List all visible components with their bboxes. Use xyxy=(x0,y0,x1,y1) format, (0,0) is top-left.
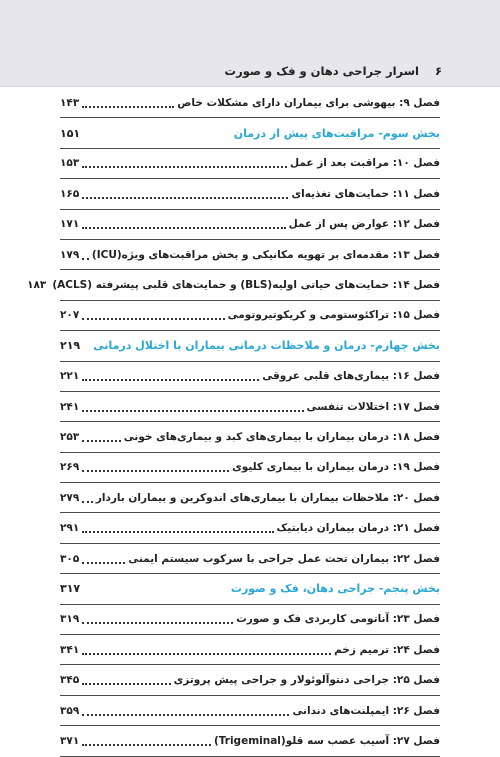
chapter-title: فصل ۲۷: آسیب عصب سه قلو(Trigeminal) xyxy=(213,734,440,747)
dot-leader xyxy=(82,318,224,320)
page-ref: ۱۶۵ xyxy=(60,187,80,200)
toc-section-row xyxy=(60,118,440,148)
dot-leader xyxy=(82,562,125,564)
dot-leader xyxy=(82,379,259,381)
chapter-title: فصل ۲۱: درمان بیماران دیابتیک xyxy=(276,522,440,535)
chapter-title: فصل ۱۷: اختلالات تنفسی xyxy=(306,400,440,413)
toc-chapter-row xyxy=(60,453,440,483)
toc-chapter-row xyxy=(60,422,440,452)
page-ref: ۲۰۷ xyxy=(60,309,80,322)
page-ref: ۲۹۱ xyxy=(60,522,80,535)
chapter-title: فصل ۱۳: مقدمه‌ای بر تهویه مکانیکی و بخش مراقبت‌های ویژه(ICU) xyxy=(91,248,440,261)
section-title: بخش پنجم- جراحی دهان، فک و صورت xyxy=(230,582,440,596)
dot-leader xyxy=(82,531,273,533)
page-ref: ۱۵۳ xyxy=(60,157,80,170)
toc-chapter-row xyxy=(60,362,440,392)
toc-chapter-row xyxy=(60,210,440,240)
toc-chapter-row xyxy=(60,301,440,331)
page-ref: ۱۷۹ xyxy=(60,248,80,261)
chapter-title: فصل ۱۲: عوارض پس از عمل xyxy=(288,218,440,231)
dot-leader xyxy=(82,440,121,442)
chapter-title: فصل ۹: بیهوشی برای بیماران دارای مشکلات خاص xyxy=(177,96,440,109)
toc-chapter-row xyxy=(60,392,440,422)
toc-chapter-row xyxy=(27,270,440,300)
chapter-title: فصل ۱۹: درمان بیماران با بیماری کلیوی xyxy=(232,461,440,474)
toc-chapter-row xyxy=(60,605,440,635)
dot-leader xyxy=(82,622,233,624)
dot-leader xyxy=(82,501,93,503)
toc-chapter-row xyxy=(60,726,440,756)
page-ref: ۳۱۷ xyxy=(60,582,81,596)
running-head xyxy=(225,64,442,78)
book-title: اسرار جراحی دهان و فک و صورت xyxy=(224,64,419,78)
dot-leader xyxy=(82,227,285,229)
toc-chapter-row xyxy=(60,513,440,543)
section-title: بخش چهارم- درمان و ملاحظات درمانی بیماران با اختلال درمانی xyxy=(93,339,440,353)
toc-chapter-row xyxy=(60,483,440,513)
page-ref: ۲۷۹ xyxy=(60,491,80,504)
toc-section-row xyxy=(60,574,440,604)
toc-section-row xyxy=(60,331,440,361)
toc-chapter-row xyxy=(60,88,440,118)
page-ref: ۳۷۱ xyxy=(60,734,80,747)
page-ref: ۲۱۹ xyxy=(60,339,81,353)
chapter-title: فصل ۲۴: ترمیم زخم xyxy=(334,643,440,656)
page-ref: ۲۲۱ xyxy=(60,370,80,383)
chapter-title: فصل ۲۶: ایمپلنت‌های دندانی xyxy=(292,704,440,717)
dot-leader xyxy=(82,470,229,472)
chapter-title: فصل ۲۲: بیماران تحت عمل جراحی با سرکوب سیستم ایمنی xyxy=(128,552,440,565)
chapter-title: فصل ۱۴: حمایت‌های حیاتی اولیه(BLS) و حمایت‌های قلبی پیشرفته (ACLS) xyxy=(52,279,440,292)
toc-chapter-row xyxy=(60,240,440,270)
chapter-title: فصل ۱۱: حمایت‌های تغذیه‌ای xyxy=(291,187,440,200)
toc-chapter-row xyxy=(60,635,440,665)
toc-chapter-row xyxy=(60,149,440,179)
chapter-title: فصل ۱۶: بیماری‌های قلبی عروقی xyxy=(262,370,440,383)
toc-chapter-row xyxy=(60,665,440,695)
section-title: بخش سوم- مراقبت‌های پیش از درمان xyxy=(233,126,440,140)
dot-leader xyxy=(82,410,303,412)
chapter-title: فصل ۱۸: درمان بیماران با بیماری‌های کبد و بیماری‌های خونی xyxy=(123,430,440,443)
dot-leader xyxy=(82,653,331,655)
page-ref: ۲۴۱ xyxy=(60,400,80,413)
toc-chapter-row xyxy=(60,696,440,726)
dot-leader xyxy=(82,683,170,685)
page-ref: ۳۴۱ xyxy=(60,643,80,656)
table-of-contents xyxy=(27,88,440,757)
dot-leader xyxy=(82,258,89,260)
page-ref: ۲۵۳ xyxy=(60,430,80,443)
page-ref: ۱۷۱ xyxy=(60,218,80,231)
page-ref: ۲۶۹ xyxy=(60,461,80,474)
chapter-title: فصل ۲۵: جراحی دنتوآلوئولار و جراحی پیش پروتزی xyxy=(173,674,440,687)
dot-leader xyxy=(82,106,174,108)
page-number: ۶ xyxy=(434,64,442,78)
toc-chapter-row xyxy=(60,179,440,209)
dot-leader xyxy=(82,714,289,716)
dot-leader xyxy=(82,744,211,746)
chapter-title: فصل ۱۰: مراقبت بعد از عمل xyxy=(290,157,440,170)
page-ref: ۳۵۹ xyxy=(60,704,80,717)
chapter-title: فصل ۱۵: تراکئوستومی و کریکوتیروتومی xyxy=(227,309,440,322)
page-ref: ۳۱۹ xyxy=(60,613,80,626)
dot-leader xyxy=(82,197,288,199)
chapter-title: فصل ۲۳: آناتومی کاربردی فک و صورت xyxy=(236,613,440,626)
page-ref: ۱۴۳ xyxy=(60,96,80,109)
page-ref: ۱۵۱ xyxy=(60,126,81,140)
dot-leader xyxy=(82,166,287,168)
page-header xyxy=(0,0,500,87)
page-ref: ۱۸۳ xyxy=(27,279,47,292)
chapter-title: فصل ۲۰: ملاحظات بیماران با بیماری‌های اندوکرین و بیماران باردار xyxy=(95,491,440,504)
toc-chapter-row xyxy=(60,544,440,574)
page-ref: ۳۴۵ xyxy=(60,674,80,687)
page-ref: ۳۰۵ xyxy=(60,552,80,565)
